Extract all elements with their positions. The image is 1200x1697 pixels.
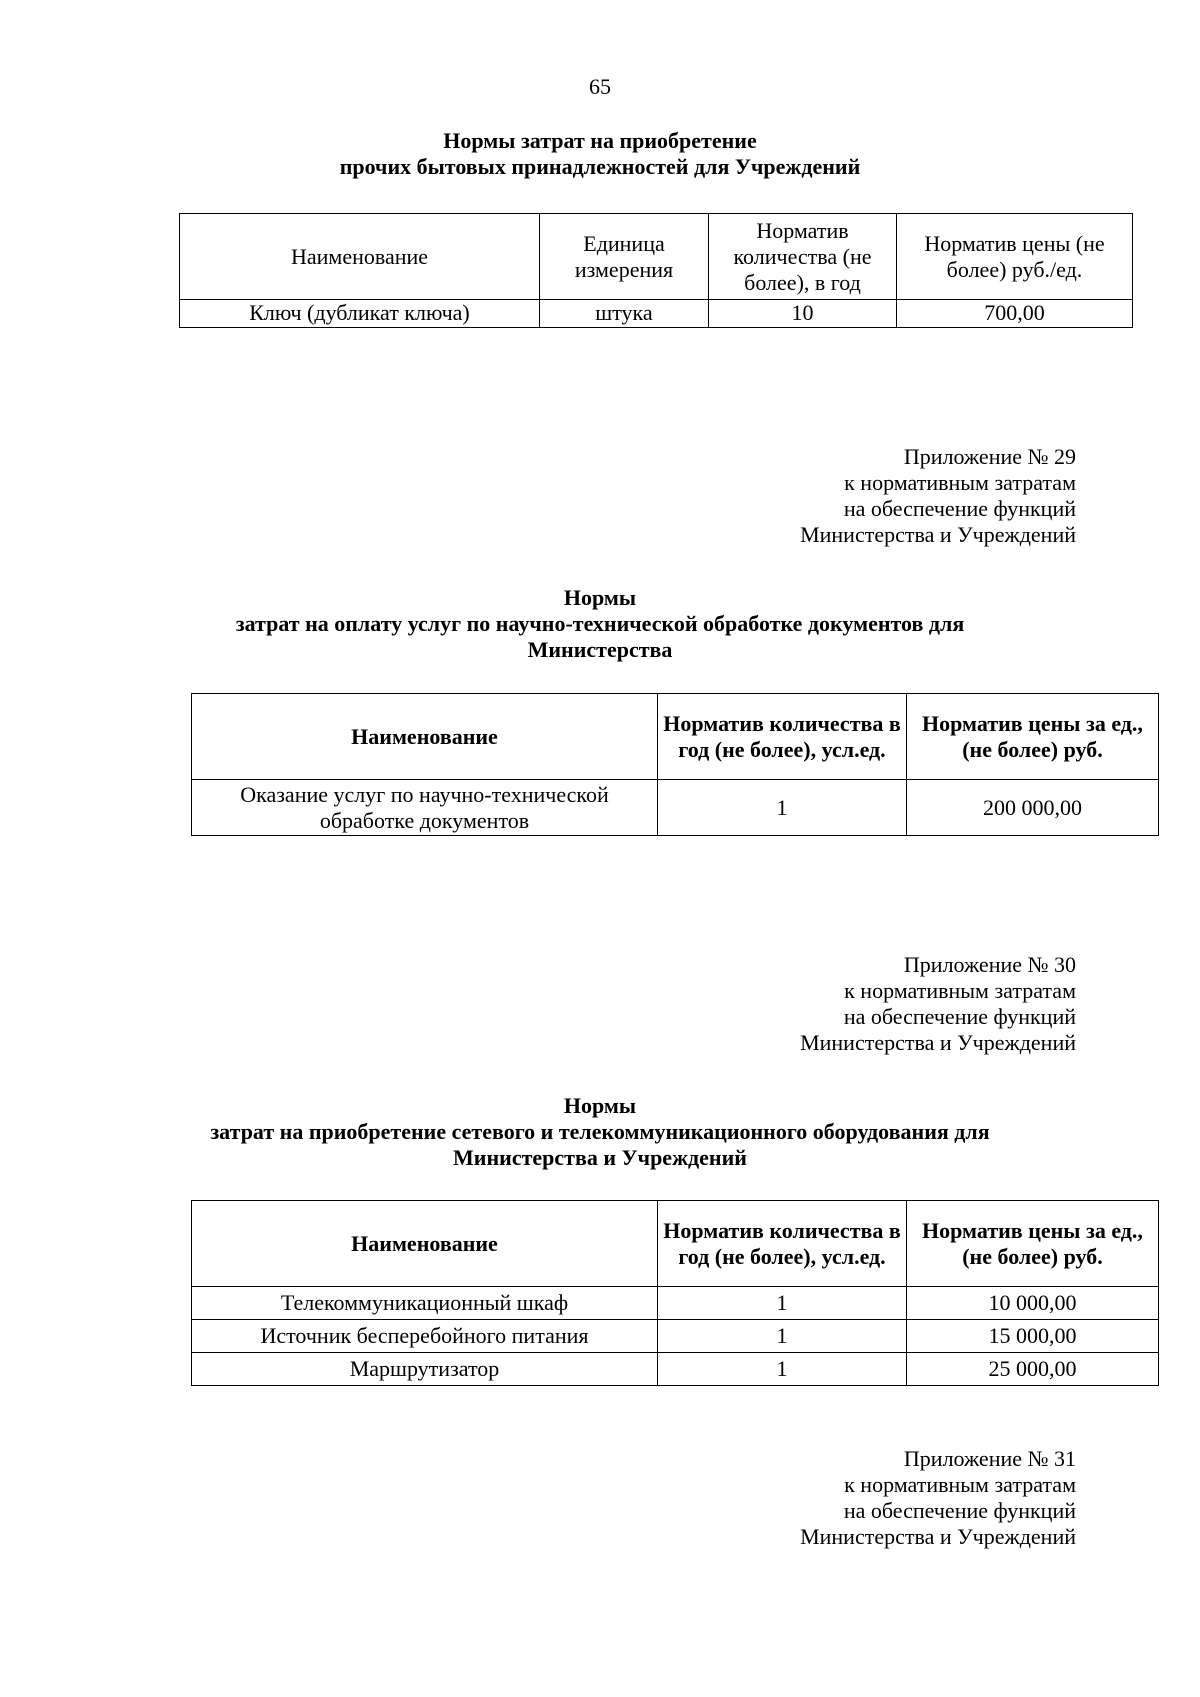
page-number: 65: [589, 74, 611, 99]
cell-price: 10 000,00: [907, 1287, 1159, 1320]
section1-title: [0, 128, 1200, 180]
cell-name: Ключ (дубликат ключа): [180, 300, 540, 328]
document-processing-table: [191, 693, 1159, 836]
table-row: [192, 1353, 1159, 1386]
cell-qty: 10: [709, 300, 897, 328]
header-price: Норматив цены за ед., (не более) руб.: [907, 1201, 1159, 1287]
cell-price: 25 000,00: [907, 1353, 1159, 1386]
appendix-31-line1: Приложение № 31: [903, 1446, 1076, 1471]
cell-name: Оказание услуг по научно-технической обработке документов: [192, 780, 658, 836]
cell-qty: 1: [658, 1320, 907, 1353]
cell-qty: 1: [658, 1287, 907, 1320]
cell-unit: штука: [540, 300, 709, 328]
cell-price: 15 000,00: [907, 1320, 1159, 1353]
appendix-30-line2: к нормативным затратам: [844, 978, 1076, 1003]
section3-title-line2: затрат на приобретение сетевого и телекоммуникационного оборудования для: [210, 1119, 990, 1144]
appendix-29-line4: Министерства и Учреждений: [800, 522, 1076, 547]
appendix-30-line1: Приложение № 30: [903, 952, 1076, 977]
appendix-31-line4: Министерства и Учреждений: [800, 1524, 1076, 1549]
section3-title: [0, 1093, 1200, 1171]
table-header-row: [180, 214, 1133, 300]
section2-title: [0, 585, 1200, 663]
section2-title-line1: Нормы: [563, 585, 637, 610]
appendix-30-line3: на обеспечение функций: [843, 1004, 1076, 1029]
header-name: Наименование: [192, 1201, 658, 1287]
header-name: Наименование: [192, 694, 658, 780]
household-items-table: [179, 213, 1133, 328]
appendix-30: [656, 952, 1076, 1056]
header-name: Наименование: [180, 214, 540, 300]
cell-price: 200 000,00: [907, 780, 1159, 836]
appendix-30-line4: Министерства и Учреждений: [800, 1030, 1076, 1055]
header-unit: Единица измерения: [540, 214, 709, 300]
table-row: [192, 1320, 1159, 1353]
cell-name: Телекоммуникационный шкаф: [192, 1287, 658, 1320]
appendix-29-line2: к нормативным затратам: [844, 470, 1076, 495]
section2-title-line2: затрат на оплату услуг по научно-технической обработке документов для: [235, 611, 965, 636]
table-row: [192, 780, 1159, 836]
table-row: [192, 1287, 1159, 1320]
cell-name: Источник бесперебойного питания: [192, 1320, 658, 1353]
appendix-29: [656, 444, 1076, 548]
header-qty: Норматив количества (не более), в год: [709, 214, 897, 300]
header-qty: Норматив количества в год (не более), усл.ед.: [658, 1201, 907, 1287]
section1-title-line1: Нормы затрат на приобретение: [443, 128, 757, 153]
header-price: Норматив цены за ед., (не более) руб.: [907, 694, 1159, 780]
appendix-29-line3: на обеспечение функций: [843, 496, 1076, 521]
network-equipment-table: [191, 1200, 1159, 1386]
cell-name: Маршрутизатор: [192, 1353, 658, 1386]
cell-qty: 1: [658, 1353, 907, 1386]
header-qty: Норматив количества в год (не более), усл.ед.: [658, 694, 907, 780]
table-header-row: [192, 1201, 1159, 1287]
appendix-31-line3: на обеспечение функций: [843, 1498, 1076, 1523]
appendix-31: [656, 1446, 1076, 1550]
cell-qty: 1: [658, 780, 907, 836]
section1-title-line2: прочих бытовых принадлежностей для Учреждений: [339, 154, 861, 179]
section3-title-line1: Нормы: [563, 1093, 637, 1118]
section3-title-line3: Министерства и Учреждений: [453, 1145, 747, 1170]
appendix-31-line2: к нормативным затратам: [844, 1472, 1076, 1497]
appendix-29-line1: Приложение № 29: [903, 444, 1076, 469]
cell-price: 700,00: [897, 300, 1133, 328]
header-price: Норматив цены (не более) руб./ед.: [897, 214, 1133, 300]
section2-title-line3: Министерства: [527, 637, 673, 662]
table-header-row: [192, 694, 1159, 780]
table-row: [180, 300, 1133, 328]
